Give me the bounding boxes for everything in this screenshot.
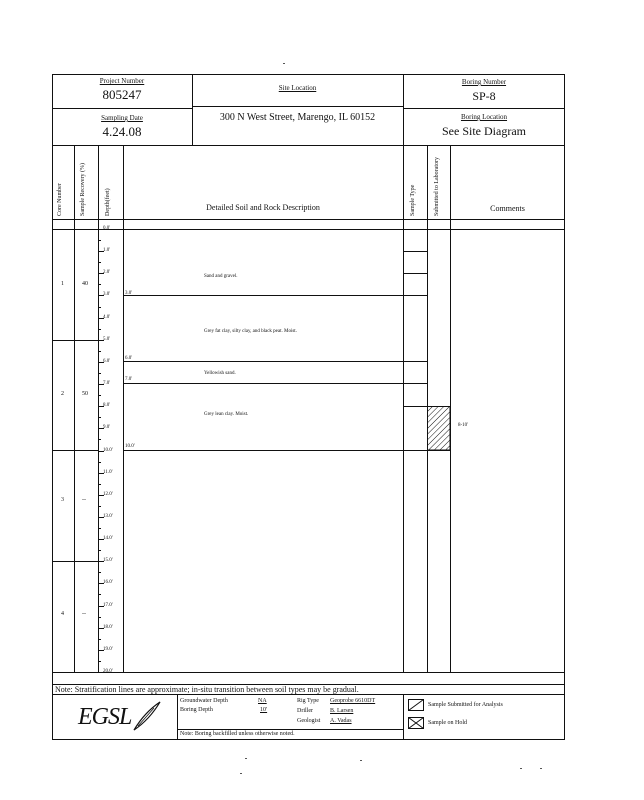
depth-tick [98, 639, 101, 640]
core-divider [52, 561, 98, 562]
core-number: 3 [61, 497, 64, 503]
depth-tick-label: 5.0' [103, 336, 111, 342]
feather-logo-icon [132, 700, 162, 732]
depth-tick [98, 262, 101, 263]
depth-header: Depth(feet) [105, 188, 111, 216]
core-recovery: 50 [82, 391, 88, 397]
backfill-note: Note: Boring backfilled unless otherwise noted. [180, 731, 295, 737]
description-header: Detailed Soil and Rock Description [206, 203, 320, 212]
depth-tick [98, 329, 101, 330]
depth-tick-label: 12.0' [103, 491, 113, 497]
core-number: 1 [61, 281, 64, 287]
depth-tick [98, 617, 101, 618]
scan-speck [540, 768, 542, 769]
footer-divider [403, 694, 404, 740]
depth-tick-label: 9.0' [103, 425, 111, 431]
column-rule [123, 145, 124, 672]
depth-tick-label: 20.0' [103, 669, 113, 674]
depth-tick [98, 528, 101, 529]
sample-comment: 8-10' [458, 423, 469, 428]
strata-line [123, 295, 403, 296]
submitted-sample-hatch [427, 406, 450, 450]
geologist-value: A. Vadas [330, 718, 352, 724]
depth-tick-label: 16.0' [103, 580, 113, 586]
legend-submitted-icon [408, 699, 424, 711]
depth-tick [98, 572, 101, 573]
stratification-note: Note: Stratification lines are approximate; in-situ transition between soil types may be gradual. [55, 685, 359, 694]
header-divider [52, 145, 565, 146]
depth-tick [98, 395, 101, 396]
footer-divider [177, 729, 403, 730]
site-location: 300 N West Street, Marengo, IL 60152 [219, 112, 376, 123]
depth-tick [98, 373, 101, 374]
boring-number: SP-8 [472, 89, 496, 103]
column-header-rule [52, 219, 565, 220]
column-rule [74, 145, 75, 672]
submitted-header: Submitted to Laboratory [434, 157, 440, 216]
depth-tick [98, 240, 101, 241]
depth-tick [98, 307, 101, 308]
depth-tick-label: 7.0' [103, 381, 111, 387]
legend-submitted-label: Sample Submitted for Analysis [428, 702, 503, 708]
depth-tick [98, 506, 101, 507]
depth-tick-label: 1.0' [103, 248, 111, 254]
scan-speck [520, 768, 522, 769]
geologist-label: Geologist [297, 718, 321, 724]
depth-tick-label: 14.0' [103, 536, 113, 542]
depth-tick-label: 13.0' [103, 513, 113, 519]
column-rule [450, 145, 451, 672]
boring-location: See Site Diagram [442, 124, 526, 138]
depth-tick [98, 439, 101, 440]
core-recovery: -- [82, 611, 86, 617]
boring-location-label: Boring Location [460, 113, 508, 121]
sample-type-rule [403, 295, 427, 296]
column-rule [98, 145, 99, 672]
column-rule [403, 145, 404, 672]
depth-tick [98, 484, 101, 485]
outer-frame [52, 74, 565, 740]
depth-tick [98, 594, 101, 595]
scan-speck [240, 773, 242, 774]
boring-depth-value: 10' [260, 707, 268, 713]
depth-tick-label: 18.0' [103, 624, 113, 630]
footer-rule [52, 694, 565, 695]
comments-header: Comments [490, 204, 525, 213]
site-location-label: Site Location [278, 84, 317, 92]
strata-line [123, 450, 403, 451]
project-number: 805247 [102, 87, 142, 102]
layer-description: Sand and gravel. [204, 274, 238, 279]
sampling-date-label: Sampling Date [101, 114, 143, 122]
depth-tick [98, 550, 101, 551]
sampling-date: 4.24.08 [102, 124, 142, 139]
legend-hold-label: Sample on Hold [428, 720, 467, 726]
depth-tick [98, 284, 101, 285]
core-number-header: Core Number [57, 183, 63, 216]
depth-tick-label: 6.0' [103, 358, 111, 364]
sample-type-rule [403, 251, 427, 252]
depth-tick-label: 3.0' [103, 292, 111, 298]
header-divider [403, 108, 565, 109]
layer-bottom-label: 7.0' [125, 377, 133, 382]
footer-divider [177, 694, 178, 740]
core-recovery: 40 [82, 281, 88, 287]
sample-type-header: Sample Type [410, 184, 416, 216]
core-divider [52, 450, 98, 451]
scan-speck [283, 63, 285, 64]
footer-rule [52, 672, 565, 673]
depth-tick-label: 17.0' [103, 602, 113, 608]
rig-type-value: Geoprobe 6610DT [330, 698, 376, 704]
sample-type-rule [403, 273, 427, 274]
depth-tick [98, 417, 101, 418]
boring-number-label: Boring Number [461, 78, 507, 86]
driller-label: Driller [297, 708, 313, 714]
boring-depth-label: Boring Depth [180, 707, 213, 713]
header-divider [52, 108, 192, 109]
layer-description: Grey fat clay, silty clay, and black peat. Moist. [204, 329, 297, 334]
depth-tick-label: 19.0' [103, 646, 113, 652]
sample-type-rule [403, 450, 450, 451]
depth-tick-label: 11.0' [103, 469, 113, 475]
core-divider [52, 340, 98, 341]
sample-type-rule [403, 383, 427, 384]
groundwater-label: Groundwater Depth [180, 698, 228, 704]
scan-speck [360, 760, 362, 761]
column-header-rule [52, 229, 565, 230]
layer-description: Grey lean clay. Moist. [204, 412, 249, 417]
depth-tick-label: 10.0' [103, 447, 113, 453]
header-divider [192, 106, 403, 107]
layer-bottom-label: 6.0' [125, 356, 133, 361]
sample-type-rule [403, 361, 427, 362]
rig-type-label: Rig Type [297, 698, 319, 704]
core-recovery: -- [82, 497, 86, 503]
layer-bottom-label: 10.0' [125, 444, 135, 449]
layer-description: Yellowish sand. [204, 371, 236, 376]
core-number: 2 [61, 391, 64, 397]
depth-tick [98, 661, 101, 662]
depth-tick-label: 2.0' [103, 270, 111, 276]
depth-tick-label: 4.0' [103, 314, 111, 320]
scan-speck [245, 758, 247, 759]
strata-line [123, 383, 403, 384]
layer-bottom-label: 3.0' [125, 291, 133, 296]
strata-line [123, 361, 403, 362]
depth-tick [98, 351, 101, 352]
core-number: 4 [61, 611, 64, 617]
depth-tick-label: 8.0' [103, 403, 111, 409]
groundwater-value: NA [258, 698, 267, 704]
egsl-logo: EGSL [78, 704, 132, 730]
project-number-label: Project Number [99, 77, 145, 85]
driller-value: B. Larsen [330, 708, 354, 714]
legend-hold-icon [408, 717, 424, 729]
depth-tick-label: 0.0' [103, 226, 111, 231]
depth-tick-label: 15.0' [103, 558, 113, 564]
depth-tick [98, 462, 101, 463]
sample-recovery-header: Sample Recovery (%) [80, 163, 86, 216]
